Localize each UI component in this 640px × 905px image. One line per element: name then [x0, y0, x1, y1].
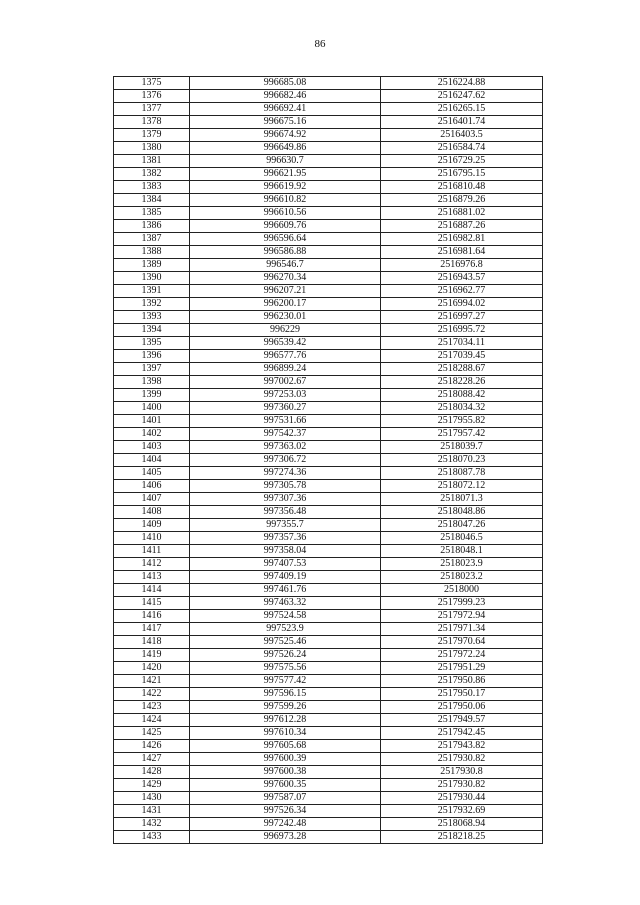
x-coordinate-cell: 997542.37 — [190, 428, 381, 441]
point-id-cell: 1426 — [114, 740, 190, 753]
x-coordinate-cell: 997577.42 — [190, 675, 381, 688]
point-id-cell: 1405 — [114, 467, 190, 480]
table-row — [114, 688, 543, 701]
x-coordinate-cell: 997409.19 — [190, 571, 381, 584]
table-row — [114, 454, 543, 467]
x-coordinate-cell: 997253.03 — [190, 389, 381, 402]
y-coordinate-cell: 2517950.17 — [381, 688, 543, 701]
point-id-cell: 1398 — [114, 376, 190, 389]
x-coordinate-cell: 997306.72 — [190, 454, 381, 467]
x-coordinate-cell: 996610.82 — [190, 194, 381, 207]
y-coordinate-cell: 2517971.34 — [381, 623, 543, 636]
y-coordinate-cell: 2517972.94 — [381, 610, 543, 623]
y-coordinate-cell: 2517930.82 — [381, 779, 543, 792]
x-coordinate-cell: 997360.27 — [190, 402, 381, 415]
x-coordinate-cell: 996675.16 — [190, 116, 381, 129]
y-coordinate-cell: 2516810.48 — [381, 181, 543, 194]
x-coordinate-cell: 997461.76 — [190, 584, 381, 597]
table-row — [114, 571, 543, 584]
x-coordinate-cell: 997605.68 — [190, 740, 381, 753]
table-row — [114, 77, 543, 90]
point-id-cell: 1427 — [114, 753, 190, 766]
table-row — [114, 363, 543, 376]
point-id-cell: 1403 — [114, 441, 190, 454]
y-coordinate-cell: 2518218.25 — [381, 831, 543, 844]
point-id-cell: 1413 — [114, 571, 190, 584]
point-id-cell: 1433 — [114, 831, 190, 844]
table-row — [114, 480, 543, 493]
point-id-cell: 1389 — [114, 259, 190, 272]
x-coordinate-cell: 996539.42 — [190, 337, 381, 350]
x-coordinate-cell: 996610.56 — [190, 207, 381, 220]
table-row — [114, 584, 543, 597]
x-coordinate-cell: 997355.7 — [190, 519, 381, 532]
page-number: 86 — [314, 38, 326, 50]
table-row — [114, 129, 543, 142]
point-id-cell: 1411 — [114, 545, 190, 558]
table-row — [114, 623, 543, 636]
point-id-cell: 1397 — [114, 363, 190, 376]
point-id-cell: 1395 — [114, 337, 190, 350]
x-coordinate-cell: 996546.7 — [190, 259, 381, 272]
y-coordinate-cell: 2517955.82 — [381, 415, 543, 428]
point-id-cell: 1424 — [114, 714, 190, 727]
table-row — [114, 649, 543, 662]
point-id-cell: 1418 — [114, 636, 190, 649]
y-coordinate-cell: 2516994.02 — [381, 298, 543, 311]
y-coordinate-cell: 2516943.57 — [381, 272, 543, 285]
x-coordinate-cell: 997600.38 — [190, 766, 381, 779]
x-coordinate-cell: 997525.46 — [190, 636, 381, 649]
x-coordinate-cell: 996577.76 — [190, 350, 381, 363]
y-coordinate-cell: 2516962.77 — [381, 285, 543, 298]
y-coordinate-cell: 2517950.06 — [381, 701, 543, 714]
table-row — [114, 272, 543, 285]
point-id-cell: 1419 — [114, 649, 190, 662]
x-coordinate-cell: 997002.67 — [190, 376, 381, 389]
y-coordinate-cell: 2516265.15 — [381, 103, 543, 116]
x-coordinate-cell: 997274.36 — [190, 467, 381, 480]
point-id-cell: 1393 — [114, 311, 190, 324]
x-coordinate-cell: 997307.36 — [190, 493, 381, 506]
point-id-cell: 1391 — [114, 285, 190, 298]
y-coordinate-cell: 2518023.9 — [381, 558, 543, 571]
table-row — [114, 285, 543, 298]
y-coordinate-cell: 2517039.45 — [381, 350, 543, 363]
table-row — [114, 350, 543, 363]
point-id-cell: 1406 — [114, 480, 190, 493]
y-coordinate-cell: 2516887.26 — [381, 220, 543, 233]
x-coordinate-cell: 996230.01 — [190, 311, 381, 324]
point-id-cell: 1414 — [114, 584, 190, 597]
y-coordinate-cell: 2516995.72 — [381, 324, 543, 337]
x-coordinate-cell: 997356.48 — [190, 506, 381, 519]
table-row — [114, 805, 543, 818]
y-coordinate-cell: 2516729.25 — [381, 155, 543, 168]
y-coordinate-cell: 2517930.8 — [381, 766, 543, 779]
x-coordinate-cell: 996621.95 — [190, 168, 381, 181]
y-coordinate-cell: 2518068.94 — [381, 818, 543, 831]
point-id-cell: 1392 — [114, 298, 190, 311]
table-row — [114, 636, 543, 649]
y-coordinate-cell: 2516795.15 — [381, 168, 543, 181]
table-row — [114, 714, 543, 727]
point-id-cell: 1420 — [114, 662, 190, 675]
x-coordinate-cell: 996630.7 — [190, 155, 381, 168]
y-coordinate-cell: 2518088.42 — [381, 389, 543, 402]
point-id-cell: 1386 — [114, 220, 190, 233]
point-id-cell: 1417 — [114, 623, 190, 636]
table-row — [114, 376, 543, 389]
table-row — [114, 545, 543, 558]
point-id-cell: 1380 — [114, 142, 190, 155]
x-coordinate-cell: 997526.24 — [190, 649, 381, 662]
table-row — [114, 441, 543, 454]
table-row — [114, 207, 543, 220]
table-row — [114, 779, 543, 792]
y-coordinate-cell: 2518048.86 — [381, 506, 543, 519]
table-row — [114, 194, 543, 207]
table-row — [114, 220, 543, 233]
table-row — [114, 506, 543, 519]
table-row — [114, 753, 543, 766]
table-row — [114, 233, 543, 246]
point-id-cell: 1407 — [114, 493, 190, 506]
y-coordinate-cell: 2517972.24 — [381, 649, 543, 662]
x-coordinate-cell: 997242.48 — [190, 818, 381, 831]
table-row — [114, 324, 543, 337]
x-coordinate-cell: 997531.66 — [190, 415, 381, 428]
point-id-cell: 1428 — [114, 766, 190, 779]
point-id-cell: 1408 — [114, 506, 190, 519]
x-coordinate-cell: 997357.36 — [190, 532, 381, 545]
y-coordinate-cell: 2516997.27 — [381, 311, 543, 324]
y-coordinate-cell: 2517942.45 — [381, 727, 543, 740]
point-id-cell: 1388 — [114, 246, 190, 259]
point-id-cell: 1382 — [114, 168, 190, 181]
x-coordinate-cell: 997524.58 — [190, 610, 381, 623]
point-id-cell: 1396 — [114, 350, 190, 363]
x-coordinate-cell: 997610.34 — [190, 727, 381, 740]
y-coordinate-cell: 2516982.81 — [381, 233, 543, 246]
point-id-cell: 1421 — [114, 675, 190, 688]
y-coordinate-cell: 2518228.26 — [381, 376, 543, 389]
point-id-cell: 1385 — [114, 207, 190, 220]
y-coordinate-cell: 2518070.23 — [381, 454, 543, 467]
x-coordinate-cell: 997612.28 — [190, 714, 381, 727]
y-coordinate-cell: 2516403.5 — [381, 129, 543, 142]
point-id-cell: 1377 — [114, 103, 190, 116]
point-id-cell: 1431 — [114, 805, 190, 818]
table-row — [114, 415, 543, 428]
y-coordinate-cell: 2516584.74 — [381, 142, 543, 155]
x-coordinate-cell: 996596.64 — [190, 233, 381, 246]
table-row — [114, 428, 543, 441]
point-id-cell: 1394 — [114, 324, 190, 337]
table-row — [114, 597, 543, 610]
point-id-cell: 1409 — [114, 519, 190, 532]
table-row — [114, 259, 543, 272]
y-coordinate-cell: 2517932.69 — [381, 805, 543, 818]
point-id-cell: 1378 — [114, 116, 190, 129]
y-coordinate-cell: 2517970.64 — [381, 636, 543, 649]
x-coordinate-cell: 996685.08 — [190, 77, 381, 90]
x-coordinate-cell: 996682.46 — [190, 90, 381, 103]
table-row — [114, 792, 543, 805]
point-id-cell: 1423 — [114, 701, 190, 714]
table-row — [114, 818, 543, 831]
y-coordinate-cell: 2518071.3 — [381, 493, 543, 506]
x-coordinate-cell: 997358.04 — [190, 545, 381, 558]
y-coordinate-cell: 2517957.42 — [381, 428, 543, 441]
table-row — [114, 246, 543, 259]
x-coordinate-cell: 997600.39 — [190, 753, 381, 766]
y-coordinate-cell: 2518087.78 — [381, 467, 543, 480]
x-coordinate-cell: 997363.02 — [190, 441, 381, 454]
y-coordinate-cell: 2518048.1 — [381, 545, 543, 558]
x-coordinate-cell: 997575.56 — [190, 662, 381, 675]
y-coordinate-cell: 2516881.02 — [381, 207, 543, 220]
x-coordinate-cell: 996229 — [190, 324, 381, 337]
y-coordinate-cell: 2518288.67 — [381, 363, 543, 376]
y-coordinate-cell: 2517930.82 — [381, 753, 543, 766]
y-coordinate-cell: 2518000 — [381, 584, 543, 597]
point-id-cell: 1432 — [114, 818, 190, 831]
x-coordinate-cell: 997596.15 — [190, 688, 381, 701]
x-coordinate-cell: 996207.21 — [190, 285, 381, 298]
x-coordinate-cell: 996586.88 — [190, 246, 381, 259]
point-id-cell: 1400 — [114, 402, 190, 415]
point-id-cell: 1383 — [114, 181, 190, 194]
table-row — [114, 103, 543, 116]
point-id-cell: 1399 — [114, 389, 190, 402]
x-coordinate-cell: 996692.41 — [190, 103, 381, 116]
y-coordinate-cell: 2516981.64 — [381, 246, 543, 259]
y-coordinate-cell: 2517999.23 — [381, 597, 543, 610]
table-row — [114, 389, 543, 402]
table-row — [114, 662, 543, 675]
table-row — [114, 493, 543, 506]
table-row — [114, 610, 543, 623]
y-coordinate-cell: 2517951.29 — [381, 662, 543, 675]
y-coordinate-cell: 2516879.26 — [381, 194, 543, 207]
point-id-cell: 1402 — [114, 428, 190, 441]
point-id-cell: 1379 — [114, 129, 190, 142]
x-coordinate-cell: 996200.17 — [190, 298, 381, 311]
y-coordinate-cell: 2517949.57 — [381, 714, 543, 727]
point-id-cell: 1415 — [114, 597, 190, 610]
x-coordinate-cell: 996674.92 — [190, 129, 381, 142]
y-coordinate-cell: 2516224.88 — [381, 77, 543, 90]
table-row — [114, 467, 543, 480]
point-id-cell: 1384 — [114, 194, 190, 207]
point-id-cell: 1422 — [114, 688, 190, 701]
x-coordinate-cell: 996649.86 — [190, 142, 381, 155]
y-coordinate-cell: 2517034.11 — [381, 337, 543, 350]
table-row — [114, 402, 543, 415]
table-row — [114, 766, 543, 779]
table-row — [114, 337, 543, 350]
y-coordinate-cell: 2517950.86 — [381, 675, 543, 688]
x-coordinate-cell: 996899.24 — [190, 363, 381, 376]
x-coordinate-cell: 997600.35 — [190, 779, 381, 792]
x-coordinate-cell: 997523.9 — [190, 623, 381, 636]
y-coordinate-cell: 2518072.12 — [381, 480, 543, 493]
y-coordinate-cell: 2518047.26 — [381, 519, 543, 532]
x-coordinate-cell: 997599.26 — [190, 701, 381, 714]
y-coordinate-cell: 2517930.44 — [381, 792, 543, 805]
table-row — [114, 532, 543, 545]
coordinate-table-body — [114, 77, 543, 844]
point-id-cell: 1430 — [114, 792, 190, 805]
point-id-cell: 1429 — [114, 779, 190, 792]
table-row — [114, 831, 543, 844]
y-coordinate-cell: 2517943.82 — [381, 740, 543, 753]
table-row — [114, 168, 543, 181]
y-coordinate-cell: 2516401.74 — [381, 116, 543, 129]
x-coordinate-cell: 996619.92 — [190, 181, 381, 194]
point-id-cell: 1410 — [114, 532, 190, 545]
table-row — [114, 740, 543, 753]
x-coordinate-cell: 997463.32 — [190, 597, 381, 610]
table-row — [114, 519, 543, 532]
x-coordinate-cell: 996973.28 — [190, 831, 381, 844]
table-row — [114, 90, 543, 103]
table-row — [114, 142, 543, 155]
x-coordinate-cell: 996270.34 — [190, 272, 381, 285]
point-id-cell: 1387 — [114, 233, 190, 246]
y-coordinate-cell: 2518034.32 — [381, 402, 543, 415]
coordinate-table — [113, 76, 543, 844]
point-id-cell: 1381 — [114, 155, 190, 168]
point-id-cell: 1390 — [114, 272, 190, 285]
y-coordinate-cell: 2518039.7 — [381, 441, 543, 454]
table-row — [114, 298, 543, 311]
x-coordinate-cell: 996609.76 — [190, 220, 381, 233]
point-id-cell: 1412 — [114, 558, 190, 571]
x-coordinate-cell: 997407.53 — [190, 558, 381, 571]
table-row — [114, 155, 543, 168]
x-coordinate-cell: 997587.07 — [190, 792, 381, 805]
x-coordinate-cell: 997305.78 — [190, 480, 381, 493]
y-coordinate-cell: 2518046.5 — [381, 532, 543, 545]
table-row — [114, 181, 543, 194]
y-coordinate-cell: 2516976.8 — [381, 259, 543, 272]
point-id-cell: 1425 — [114, 727, 190, 740]
table-row — [114, 727, 543, 740]
point-id-cell: 1416 — [114, 610, 190, 623]
table-row — [114, 311, 543, 324]
point-id-cell: 1375 — [114, 77, 190, 90]
table-row — [114, 116, 543, 129]
point-id-cell: 1404 — [114, 454, 190, 467]
table-row — [114, 675, 543, 688]
table-row — [114, 701, 543, 714]
y-coordinate-cell: 2516247.62 — [381, 90, 543, 103]
x-coordinate-cell: 997526.34 — [190, 805, 381, 818]
point-id-cell: 1401 — [114, 415, 190, 428]
table-row — [114, 558, 543, 571]
point-id-cell: 1376 — [114, 90, 190, 103]
y-coordinate-cell: 2518023.2 — [381, 571, 543, 584]
